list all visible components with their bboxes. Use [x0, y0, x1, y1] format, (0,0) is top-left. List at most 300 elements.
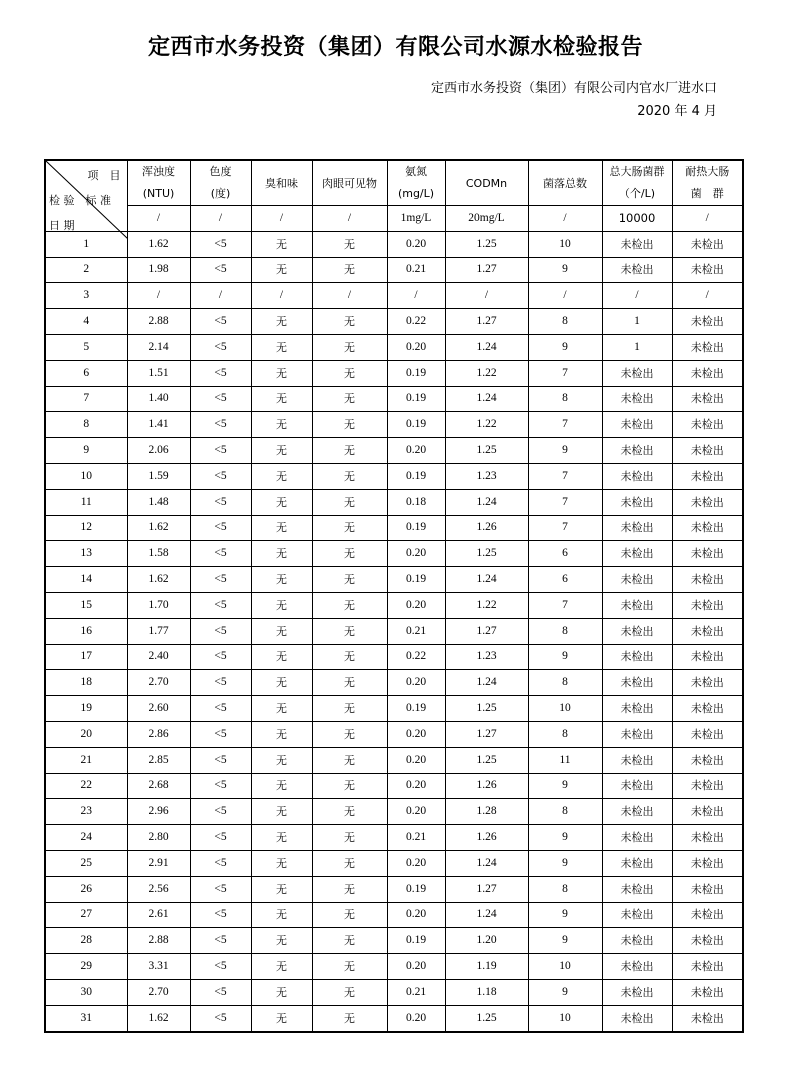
- day-cell: 11: [45, 489, 127, 515]
- value-cell: <5: [190, 747, 251, 773]
- day-cell: 16: [45, 618, 127, 644]
- value-cell: 1.27: [445, 257, 528, 283]
- value-cell: 7: [528, 592, 602, 618]
- value-cell: 8: [528, 618, 602, 644]
- table-row: [45, 309, 743, 335]
- value-cell: /: [190, 283, 251, 309]
- value-cell: 1.26: [445, 825, 528, 851]
- value-cell: 未检出: [672, 412, 743, 438]
- value-cell: 无: [312, 954, 387, 980]
- value-cell: 未检出: [602, 257, 672, 283]
- value-cell: 1.25: [445, 438, 528, 464]
- value-cell: 无: [251, 334, 312, 360]
- value-cell: <5: [190, 489, 251, 515]
- value-cell: <5: [190, 670, 251, 696]
- table-row: [45, 696, 743, 722]
- value-cell: 未检出: [672, 541, 743, 567]
- value-cell: 无: [312, 644, 387, 670]
- value-cell: 8: [528, 386, 602, 412]
- inspection-table: [44, 159, 744, 1033]
- value-cell: 1.24: [445, 850, 528, 876]
- value-cell: 未检出: [672, 670, 743, 696]
- table-row: [45, 1005, 743, 1031]
- value-cell: 1.18: [445, 979, 528, 1005]
- corner-item-label: 项 目: [87, 169, 121, 182]
- value-cell: 无: [251, 567, 312, 593]
- value-cell: 未检出: [602, 825, 672, 851]
- value-cell: 0.21: [387, 618, 445, 644]
- value-cell: 未检出: [672, 850, 743, 876]
- day-cell: 27: [45, 902, 127, 928]
- value-cell: 1.98: [127, 257, 190, 283]
- value-cell: <5: [190, 850, 251, 876]
- value-cell: 无: [251, 231, 312, 257]
- value-cell: 0.19: [387, 928, 445, 954]
- value-cell: <5: [190, 696, 251, 722]
- table-row: [45, 825, 743, 851]
- value-cell: 0.21: [387, 825, 445, 851]
- value-cell: 无: [251, 954, 312, 980]
- day-cell: 18: [45, 670, 127, 696]
- value-cell: 2.40: [127, 644, 190, 670]
- value-cell: 0.19: [387, 463, 445, 489]
- value-cell: 未检出: [602, 902, 672, 928]
- value-cell: 0.19: [387, 696, 445, 722]
- value-cell: 6: [528, 541, 602, 567]
- value-cell: /: [528, 283, 602, 309]
- table-row: [45, 670, 743, 696]
- report-subtitle: 定西市水务投资（集团）有限公司内官水厂进水口: [430, 81, 717, 96]
- value-cell: 2.70: [127, 670, 190, 696]
- column-header: [387, 160, 445, 206]
- value-cell: 未检出: [602, 799, 672, 825]
- value-cell: 无: [312, 799, 387, 825]
- value-cell: 无: [312, 850, 387, 876]
- value-cell: <5: [190, 541, 251, 567]
- value-cell: 未检出: [602, 541, 672, 567]
- value-cell: 0.20: [387, 773, 445, 799]
- value-cell: 未检出: [602, 644, 672, 670]
- table-row: [45, 489, 743, 515]
- value-cell: 8: [528, 309, 602, 335]
- value-cell: 无: [312, 928, 387, 954]
- value-cell: 未检出: [672, 515, 743, 541]
- value-cell: 10: [528, 696, 602, 722]
- table-row: [45, 773, 743, 799]
- value-cell: 无: [251, 928, 312, 954]
- value-cell: 0.20: [387, 231, 445, 257]
- value-cell: 0.20: [387, 799, 445, 825]
- value-cell: 未检出: [672, 592, 743, 618]
- value-cell: 1.51: [127, 360, 190, 386]
- value-cell: 未检出: [672, 902, 743, 928]
- value-cell: 未检出: [602, 721, 672, 747]
- table-row: [45, 412, 743, 438]
- value-cell: 未检出: [602, 1005, 672, 1031]
- table-row: [45, 979, 743, 1005]
- value-cell: 2.86: [127, 721, 190, 747]
- value-cell: 1.24: [445, 386, 528, 412]
- value-cell: <5: [190, 386, 251, 412]
- column-header-label: 浑浊度: [142, 165, 175, 178]
- value-cell: 无: [312, 489, 387, 515]
- standard-cell: /: [127, 206, 190, 232]
- value-cell: 无: [251, 515, 312, 541]
- value-cell: 1.24: [445, 670, 528, 696]
- value-cell: 0.20: [387, 721, 445, 747]
- value-cell: 1.27: [445, 876, 528, 902]
- value-cell: /: [387, 283, 445, 309]
- value-cell: 1.25: [445, 541, 528, 567]
- standard-cell: /: [251, 206, 312, 232]
- value-cell: 未检出: [602, 515, 672, 541]
- table-row: [45, 799, 743, 825]
- column-header: [602, 160, 672, 206]
- value-cell: 无: [251, 696, 312, 722]
- value-cell: 无: [251, 360, 312, 386]
- value-cell: 未检出: [602, 231, 672, 257]
- value-cell: <5: [190, 515, 251, 541]
- day-cell: 4: [45, 309, 127, 335]
- day-cell: 3: [45, 283, 127, 309]
- value-cell: 7: [528, 360, 602, 386]
- value-cell: <5: [190, 567, 251, 593]
- value-cell: 无: [251, 438, 312, 464]
- value-cell: 无: [251, 670, 312, 696]
- value-cell: 1.26: [445, 515, 528, 541]
- value-cell: 0.20: [387, 670, 445, 696]
- value-cell: 未检出: [602, 567, 672, 593]
- column-header-label: 菌落总数: [543, 176, 587, 190]
- value-cell: 0.20: [387, 541, 445, 567]
- value-cell: 0.20: [387, 747, 445, 773]
- value-cell: 无: [312, 902, 387, 928]
- value-cell: 2.96: [127, 799, 190, 825]
- value-cell: 未检出: [672, 799, 743, 825]
- day-cell: 23: [45, 799, 127, 825]
- column-header-unit: (NTU): [142, 187, 175, 200]
- table-row: [45, 618, 743, 644]
- value-cell: 1.27: [445, 721, 528, 747]
- value-cell: 无: [251, 902, 312, 928]
- value-cell: 2.14: [127, 334, 190, 360]
- standard-cell: /: [528, 206, 602, 232]
- value-cell: 6: [528, 567, 602, 593]
- value-cell: 9: [528, 257, 602, 283]
- value-cell: 0.22: [387, 644, 445, 670]
- value-cell: 无: [312, 592, 387, 618]
- value-cell: 无: [251, 412, 312, 438]
- value-cell: 0.19: [387, 360, 445, 386]
- table-row: [45, 515, 743, 541]
- column-header-unit: 菌 群: [690, 187, 724, 200]
- column-header-label: 臭和味: [265, 176, 298, 190]
- value-cell: 0.19: [387, 412, 445, 438]
- column-header-label: CODMn: [465, 176, 508, 190]
- report-date: 2020 年 4 月: [637, 104, 717, 119]
- value-cell: 1.20: [445, 928, 528, 954]
- column-header-label: 耐热大肠: [685, 165, 730, 178]
- value-cell: <5: [190, 902, 251, 928]
- value-cell: 未检出: [672, 747, 743, 773]
- value-cell: <5: [190, 979, 251, 1005]
- value-cell: /: [672, 283, 743, 309]
- value-cell: 1.77: [127, 618, 190, 644]
- value-cell: 9: [528, 438, 602, 464]
- value-cell: 未检出: [672, 928, 743, 954]
- value-cell: 1.59: [127, 463, 190, 489]
- value-cell: 1.62: [127, 1005, 190, 1031]
- table-row: [45, 283, 743, 309]
- value-cell: 未检出: [672, 696, 743, 722]
- value-cell: 1.25: [445, 696, 528, 722]
- value-cell: 2.80: [127, 825, 190, 851]
- value-cell: 无: [312, 1005, 387, 1031]
- value-cell: 1.27: [445, 618, 528, 644]
- value-cell: 1.22: [445, 360, 528, 386]
- value-cell: 未检出: [672, 721, 743, 747]
- value-cell: 1.23: [445, 644, 528, 670]
- table-row: [45, 541, 743, 567]
- value-cell: 无: [251, 592, 312, 618]
- value-cell: 1.25: [445, 231, 528, 257]
- value-cell: 无: [312, 567, 387, 593]
- table-row: [45, 850, 743, 876]
- value-cell: 未检出: [672, 773, 743, 799]
- value-cell: 7: [528, 489, 602, 515]
- value-cell: 无: [312, 257, 387, 283]
- column-header: [190, 160, 251, 206]
- column-header: [312, 160, 387, 206]
- value-cell: 无: [251, 1005, 312, 1031]
- value-cell: 1.25: [445, 747, 528, 773]
- value-cell: 无: [312, 979, 387, 1005]
- value-cell: 1.24: [445, 334, 528, 360]
- value-cell: 未检出: [602, 618, 672, 644]
- value-cell: 0.20: [387, 850, 445, 876]
- standard-cell: /: [672, 206, 743, 232]
- value-cell: 无: [312, 618, 387, 644]
- table-row: [45, 567, 743, 593]
- column-header-label: 氨氮: [405, 165, 427, 178]
- corner-date-label: 日 期: [49, 219, 75, 232]
- value-cell: 未检出: [672, 618, 743, 644]
- value-cell: 1.26: [445, 773, 528, 799]
- table-row: [45, 876, 743, 902]
- value-cell: /: [127, 283, 190, 309]
- day-cell: 1: [45, 231, 127, 257]
- value-cell: 8: [528, 721, 602, 747]
- table-row: [45, 360, 743, 386]
- value-cell: 1.70: [127, 592, 190, 618]
- value-cell: <5: [190, 721, 251, 747]
- value-cell: 无: [312, 231, 387, 257]
- day-cell: 15: [45, 592, 127, 618]
- standard-cell: 20mg/L: [445, 206, 528, 232]
- value-cell: <5: [190, 360, 251, 386]
- value-cell: 2.60: [127, 696, 190, 722]
- value-cell: <5: [190, 954, 251, 980]
- value-cell: 8: [528, 799, 602, 825]
- value-cell: 0.21: [387, 979, 445, 1005]
- value-cell: <5: [190, 257, 251, 283]
- value-cell: 8: [528, 876, 602, 902]
- value-cell: 无: [312, 696, 387, 722]
- value-cell: 无: [312, 876, 387, 902]
- table-row: [45, 386, 743, 412]
- value-cell: 未检出: [602, 489, 672, 515]
- value-cell: 未检出: [602, 386, 672, 412]
- value-cell: 无: [312, 360, 387, 386]
- value-cell: 10: [528, 1005, 602, 1031]
- table-row: [45, 592, 743, 618]
- value-cell: 无: [251, 850, 312, 876]
- day-cell: 17: [45, 644, 127, 670]
- day-cell: 21: [45, 747, 127, 773]
- value-cell: 未检出: [672, 876, 743, 902]
- value-cell: 未检出: [672, 1005, 743, 1031]
- value-cell: 未检出: [602, 979, 672, 1005]
- table-row: [45, 644, 743, 670]
- value-cell: 未检出: [602, 954, 672, 980]
- value-cell: 无: [251, 386, 312, 412]
- table-row: [45, 928, 743, 954]
- table-row: [45, 438, 743, 464]
- value-cell: 未检出: [602, 773, 672, 799]
- column-header: [672, 160, 743, 206]
- value-cell: 无: [251, 825, 312, 851]
- day-cell: 29: [45, 954, 127, 980]
- value-cell: 未检出: [602, 696, 672, 722]
- column-header-label: 总大肠菌群: [609, 165, 665, 178]
- value-cell: 0.19: [387, 515, 445, 541]
- value-cell: 1.24: [445, 489, 528, 515]
- value-cell: 未检出: [672, 386, 743, 412]
- value-cell: /: [445, 283, 528, 309]
- value-cell: 7: [528, 515, 602, 541]
- value-cell: 无: [312, 773, 387, 799]
- value-cell: 1.19: [445, 954, 528, 980]
- value-cell: 未检出: [602, 850, 672, 876]
- value-cell: 0.20: [387, 954, 445, 980]
- value-cell: 无: [312, 463, 387, 489]
- table-row: [45, 231, 743, 257]
- value-cell: 未检出: [602, 412, 672, 438]
- day-cell: 26: [45, 876, 127, 902]
- day-cell: 28: [45, 928, 127, 954]
- value-cell: <5: [190, 592, 251, 618]
- value-cell: 无: [312, 386, 387, 412]
- value-cell: 1.62: [127, 567, 190, 593]
- value-cell: 7: [528, 412, 602, 438]
- value-cell: 1.62: [127, 231, 190, 257]
- value-cell: 2.88: [127, 928, 190, 954]
- value-cell: 无: [312, 515, 387, 541]
- value-cell: 1.48: [127, 489, 190, 515]
- value-cell: 7: [528, 463, 602, 489]
- column-header: [127, 160, 190, 206]
- value-cell: <5: [190, 438, 251, 464]
- value-cell: 无: [251, 257, 312, 283]
- day-cell: 6: [45, 360, 127, 386]
- value-cell: 无: [251, 799, 312, 825]
- value-cell: 2.88: [127, 309, 190, 335]
- value-cell: 未检出: [672, 231, 743, 257]
- value-cell: 无: [312, 334, 387, 360]
- value-cell: 0.20: [387, 1005, 445, 1031]
- day-cell: 10: [45, 463, 127, 489]
- value-cell: 无: [251, 463, 312, 489]
- value-cell: 0.20: [387, 902, 445, 928]
- value-cell: 2.06: [127, 438, 190, 464]
- value-cell: 未检出: [602, 928, 672, 954]
- value-cell: <5: [190, 618, 251, 644]
- value-cell: 0.19: [387, 386, 445, 412]
- value-cell: 未检出: [672, 644, 743, 670]
- table-row: [45, 463, 743, 489]
- value-cell: 未检出: [672, 489, 743, 515]
- value-cell: 1.25: [445, 1005, 528, 1031]
- value-cell: 0.18: [387, 489, 445, 515]
- value-cell: <5: [190, 309, 251, 335]
- column-header: [445, 160, 528, 206]
- value-cell: 未检出: [672, 979, 743, 1005]
- value-cell: 未检出: [602, 360, 672, 386]
- value-cell: 无: [312, 747, 387, 773]
- table-row: [45, 902, 743, 928]
- value-cell: 未检出: [602, 463, 672, 489]
- value-cell: 未检出: [672, 463, 743, 489]
- day-cell: 30: [45, 979, 127, 1005]
- value-cell: 11: [528, 747, 602, 773]
- standard-cell: 1mg/L: [387, 206, 445, 232]
- value-cell: 无: [312, 309, 387, 335]
- value-cell: 1.23: [445, 463, 528, 489]
- value-cell: 1.24: [445, 567, 528, 593]
- value-cell: 1: [602, 309, 672, 335]
- value-cell: <5: [190, 928, 251, 954]
- day-cell: 2: [45, 257, 127, 283]
- table-body: [45, 160, 743, 1032]
- value-cell: 无: [251, 489, 312, 515]
- value-cell: 1.22: [445, 412, 528, 438]
- column-header-unit: (mg/L): [397, 187, 435, 200]
- value-cell: 0.22: [387, 309, 445, 335]
- value-cell: 0.20: [387, 438, 445, 464]
- column-header: [528, 160, 602, 206]
- value-cell: /: [251, 283, 312, 309]
- value-cell: <5: [190, 644, 251, 670]
- value-cell: 2.61: [127, 902, 190, 928]
- value-cell: 2.56: [127, 876, 190, 902]
- value-cell: 未检出: [672, 438, 743, 464]
- standard-cell: /: [312, 206, 387, 232]
- day-cell: 9: [45, 438, 127, 464]
- table-row: [45, 334, 743, 360]
- value-cell: 9: [528, 773, 602, 799]
- value-cell: 0.20: [387, 334, 445, 360]
- corner-cell: [45, 160, 127, 231]
- corner-standard-label: 检 验 标 准: [49, 194, 111, 207]
- value-cell: 未检出: [672, 257, 743, 283]
- value-cell: 10: [528, 231, 602, 257]
- day-cell: 7: [45, 386, 127, 412]
- value-cell: 未检出: [672, 360, 743, 386]
- value-cell: 未检出: [602, 876, 672, 902]
- day-cell: 5: [45, 334, 127, 360]
- value-cell: 无: [312, 670, 387, 696]
- value-cell: 0.20: [387, 592, 445, 618]
